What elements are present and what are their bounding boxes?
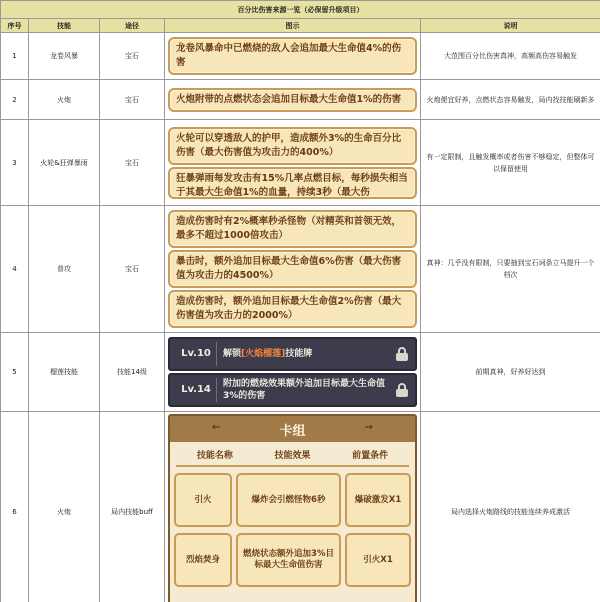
talent-level: Lv.14 (181, 384, 211, 395)
talent-level: Lv.10 (181, 348, 211, 359)
row-route: 宝石 (100, 80, 165, 120)
card-name: 引火 (174, 473, 232, 527)
row-skill: 普攻 (29, 206, 100, 333)
card-effect: 爆炸会引燃怪物6秒 (236, 473, 341, 527)
talent-row (168, 337, 417, 371)
card-prerequisite: 引火X1 (345, 533, 411, 587)
row-route: 局内技能buff (100, 412, 165, 602)
row-note: 大范围百分比伤害真神，高频高伤容易触发 (421, 33, 600, 80)
row-index: 2 (1, 80, 29, 120)
arrow-right-icon: → (364, 422, 373, 433)
header-route: 途径 (100, 19, 165, 33)
panel-card-row (170, 533, 415, 587)
card-prerequisite: 爆破激发X1 (345, 473, 411, 527)
talent-text-pre: 解锁 (223, 349, 242, 359)
card-group-panel (168, 414, 417, 602)
talent-row (168, 373, 417, 407)
row-index: 3 (1, 120, 29, 206)
row-note: 局内选择火炮路线的技能连续养成激活 (421, 412, 600, 602)
row-skill: 火轮&狂弹暴雨 (29, 120, 100, 206)
row-index: 1 (1, 33, 29, 80)
row-index: 6 (1, 412, 29, 602)
effect-card: 龙卷风暴命中已燃烧的敌人会追加最大生命值4%的伤害 (168, 37, 417, 75)
table-row (1, 33, 600, 80)
talent-text: 附加的燃烧效果额外追加目标最大生命值3%的伤害 (223, 379, 386, 401)
panel-title: 卡组 (279, 423, 306, 439)
card-effect: 燃烧状态额外追加3%目标最大生命值伤害 (236, 533, 341, 587)
effect-card: 狂暴弹雨每发攻击有15%几率点燃目标，每秒损失相当于其最大生命值1%的血量，持续3秒（最大伤 (168, 167, 417, 199)
arrow-left-icon: ← (212, 422, 221, 433)
effect-card: 暴击时，额外追加目标最大生命值6%伤害（最大伤害值为攻击力的4500%） (168, 250, 417, 288)
row-skill: 龙卷风暴 (29, 33, 100, 80)
header-notes: 说明 (421, 19, 600, 33)
row-image (165, 120, 421, 206)
row-route: 宝石 (100, 206, 165, 333)
row-index: 5 (1, 333, 29, 412)
row-note: 有一定限制，且触发概率或者伤害不够稳定，但整体可以保留使用 (421, 120, 600, 206)
effect-card: 造成伤害时，额外追加目标最大生命值2%伤害（最大伤害值为攻击力的2000%） (168, 290, 417, 328)
row-route: 宝石 (100, 120, 165, 206)
table-row (1, 206, 600, 333)
row-note: 真神：几乎没有限制，只要抽到宝石词条立马提升一个档次 (421, 206, 600, 333)
table-row (1, 412, 600, 602)
row-skill: 火炮 (29, 412, 100, 602)
table-row (1, 333, 600, 412)
panel-column-headers (170, 442, 415, 463)
header-image: 图示 (165, 19, 421, 33)
row-note: 火炮便宜好养，点燃状态容易触发，局内找技能刷新多 (421, 80, 600, 120)
column-header: 技能效果 (274, 451, 311, 461)
talent-text (223, 348, 391, 360)
row-image (165, 206, 421, 333)
effect-card: 造成伤害时有2%概率秒杀怪物（对精英和首领无效，最多不超过1000倍攻击） (168, 210, 417, 248)
effect-card: 火炮附带的点燃状态会追加目标最大生命值1%的伤害 (168, 88, 417, 112)
talent-highlight: [火焰榴莲] (241, 349, 286, 359)
row-index: 4 (1, 206, 29, 333)
column-header: 前置条件 (352, 451, 389, 461)
panel-divider (176, 465, 409, 467)
lock-icon (395, 383, 409, 397)
row-image (165, 333, 421, 412)
row-skill: 榴莲技能 (29, 333, 100, 412)
header-index: 序号 (1, 19, 29, 33)
row-skill: 火炮 (29, 80, 100, 120)
row-image (165, 80, 421, 120)
effect-card: 火轮可以穿透敌人的护甲，造成额外3%的生命百分比伤害（最大伤害值为攻击力的400%） (168, 127, 417, 165)
table-row (1, 80, 600, 120)
panel-card-row (170, 473, 415, 527)
talent-divider (216, 378, 217, 402)
talent-divider (216, 342, 217, 366)
talent-text-post: 技能牌 (285, 349, 313, 359)
header-skill: 技能 (29, 19, 100, 33)
card-name: 烈焰焚身 (174, 533, 232, 587)
lock-icon (395, 347, 409, 361)
row-image (165, 33, 421, 80)
sheet-title: 百分比伤害来源一览（必保留升级项目） (1, 1, 600, 19)
row-route: 宝石 (100, 33, 165, 80)
column-header: 技能名称 (196, 451, 233, 461)
panel-header (170, 416, 415, 442)
table-row (1, 120, 600, 206)
row-note: 前期真神，好养好达到 (421, 333, 600, 412)
row-image (165, 412, 421, 602)
row-route: 技能14级 (100, 333, 165, 412)
